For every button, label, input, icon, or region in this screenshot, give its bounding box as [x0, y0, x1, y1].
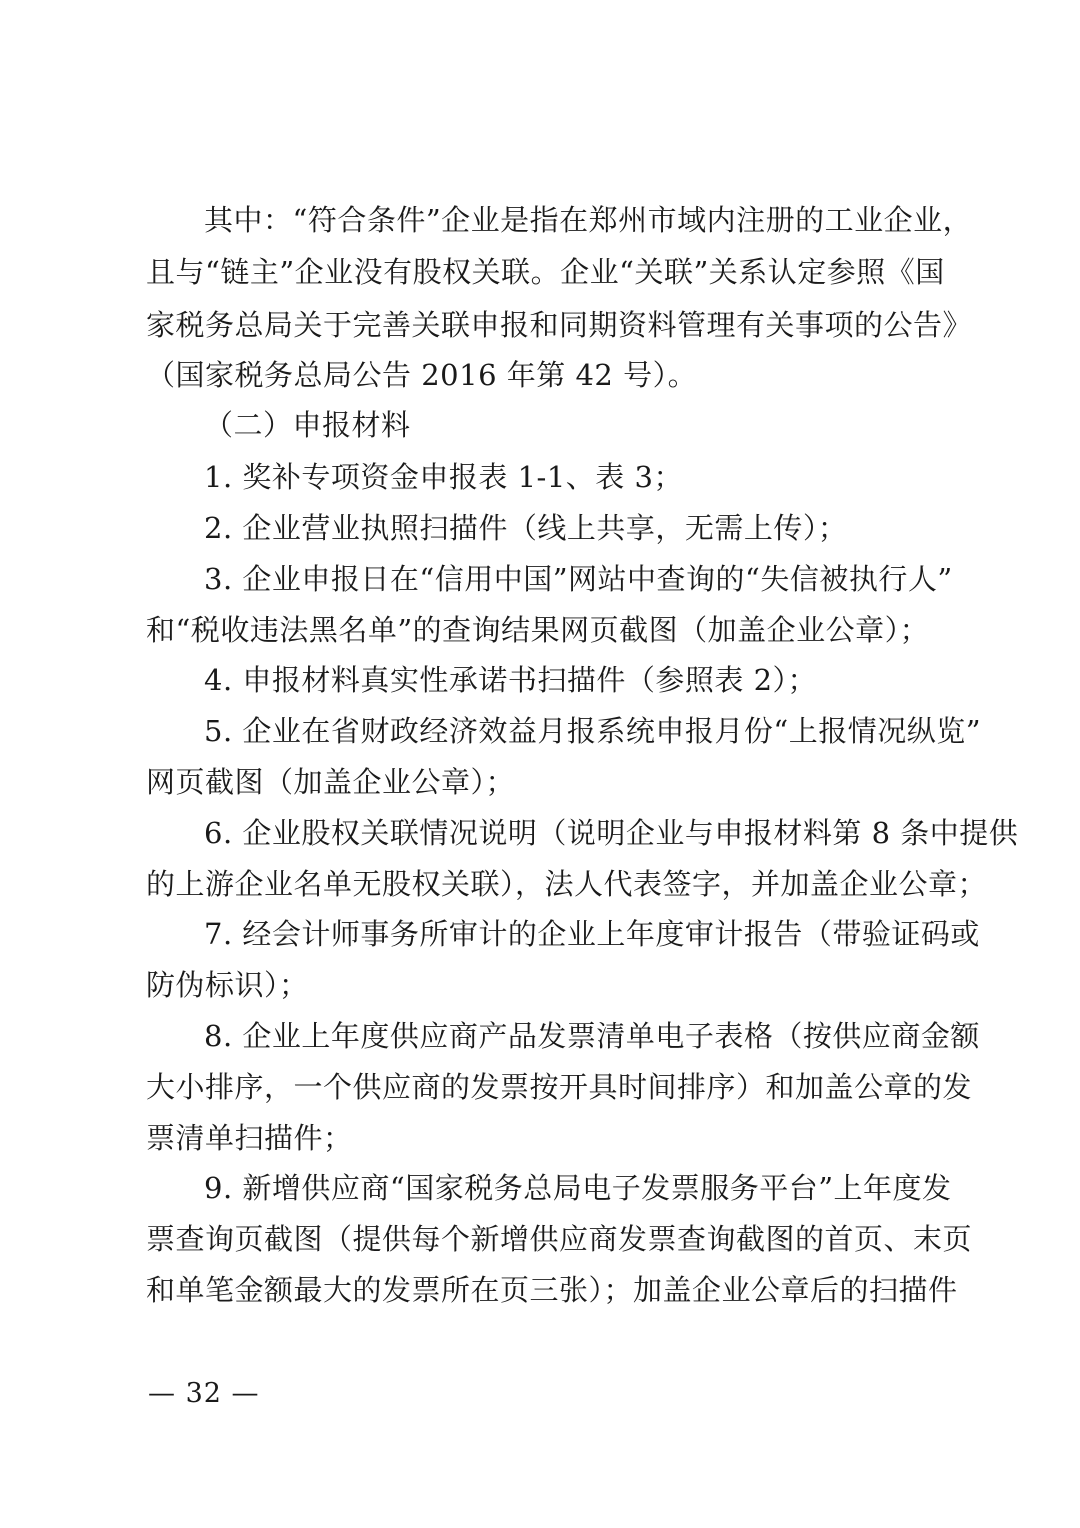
list-item-continuation: 的上游企业名单无股权关联），法人代表签字，并加盖企业公章；: [146, 867, 988, 901]
list-item: 5. 企业在省财政经济效益月报系统申报月份“上报情况纵览”: [204, 714, 982, 748]
list-item: 4. 申报材料真实性承诺书扫描件（参照表 2）；: [204, 663, 818, 697]
list-item-continuation: 和“税收违法黑名单”的查询结果网页截图（加盖企业公章）；: [146, 613, 930, 647]
paragraph-line: 家税务总局关于完善关联申报和同期资料管理有关事项的公告》: [146, 308, 973, 342]
list-item: 8. 企业上年度供应商产品发票清单电子表格（按供应商金额: [204, 1019, 980, 1053]
list-item: 6. 企业股权关联情况说明（说明企业与申报材料第 8 条中提供: [204, 816, 1019, 850]
paragraph-line: （国家税务总局公告 2016 年第 42 号）。: [146, 358, 698, 392]
paragraph-line: 其中：“符合条件”企业是指在郑州市域内注册的工业企业，: [204, 203, 973, 237]
list-item: 2. 企业营业执照扫描件（线上共享，无需上传）；: [204, 511, 848, 545]
list-item-continuation: 网页截图（加盖企业公章）；: [146, 765, 516, 799]
list-item-continuation: 票查询页截图（提供每个新增供应商发票查询截图的首页、末页: [146, 1222, 973, 1256]
list-item: 9. 新增供应商“国家税务总局电子发票服务平台”上年度发: [204, 1171, 952, 1205]
list-item: 3. 企业申报日在“信用中国”网站中查询的“失信被执行人”: [204, 562, 953, 596]
list-item-continuation: 票清单扫描件；: [146, 1121, 353, 1155]
list-item-continuation: 防伪标识）；: [146, 968, 309, 1002]
list-item-continuation: 大小排序，一个供应商的发票按开具时间排序）和加盖公章的发: [146, 1070, 973, 1104]
list-item: 7. 经会计师事务所审计的企业上年度审计报告（带验证码或: [204, 917, 980, 951]
page-number: — 32 —: [148, 1378, 260, 1409]
list-item-continuation: 和单笔金额最大的发票所在页三张）；加盖企业公章后的扫描件: [146, 1273, 958, 1307]
paragraph-line: 且与“链主”企业没有股权关联。企业“关联”关系认定参照《国: [146, 255, 945, 289]
section-heading: （二）申报材料: [204, 408, 411, 442]
list-item: 1. 奖补专项资金申报表 1-1、表 3；: [204, 460, 683, 494]
